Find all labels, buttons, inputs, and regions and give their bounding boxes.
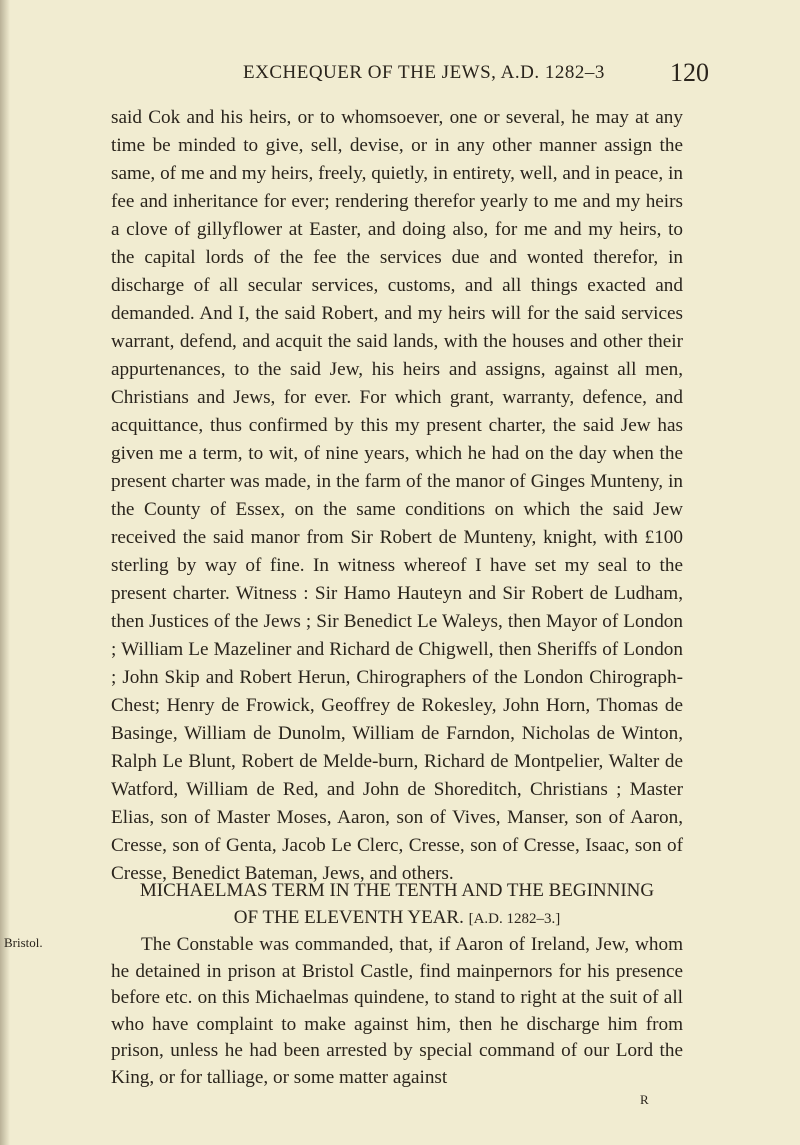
section-heading <box>111 877 683 933</box>
section-heading-line-2: OF THE ELEVENTH YEAR. <box>233 907 464 928</box>
section-heading-line-1: MICHAELMAS TERM IN THE TENTH AND THE BEGINNING <box>139 880 655 901</box>
body-paragraph: said Cok and his heirs, or to whomsoever, one or several, he may at any time be minded to give, sell, devise, or in any other manner assign the same, of me and my heirs, freely, quietly, in entirety, well, and in peace, in fee and inheritance for ever; rendering therefor yearly to me and my heirs a clove of gillyflower at Easter, and doing also, for me and my heirs, to the capital lords of the fee the services due and wonted therefor, in discharge of all secular services, customs, and all things exacted and demanded. And I, the said Robert, and my heirs will for the said services warrant, defend, and acquit the said lands, with the houses and other their appurtenances, to the said Jew, his heirs and assigns, against all men, Christians and Jews, for ever. For which grant, warranty, defence, and acquittance, thus confirmed by this my present charter, the said Jew has given me a term, to wit, of nine years, which he had on the day when the present charter was made, in the farm of the manor of Ginges Munteny, in the County of Essex, on the same conditions on which the said Jew received the said manor from Sir Robert de Munteny, knight, with £100 sterling by way of fine. In witness whereof I have set my seal to the present charter. Witness : Sir Hamo Hauteyn and Sir Robert de Ludham, then Justices of the Jews ; Sir Benedict Le Waleys, then Mayor of London ; William Le Mazeliner and Richard de Chigwell, then Sheriffs of London ; John Skip and Robert Herun, Chirographers of the London Chirograph-Chest; Henry de Frowick, Geoffrey de Rokesley, John Horn, Thomas de Basinge, William de Dunolm, William de Farndon, Nicholas de Winton, Ralph Le Blunt, Robert de Melde-burn, Richard de Montpelier, Walter de Watford, William de Red, and John de Shoreditch, Christians ; Master Elias, son of Master Moses, Aaron, son of Vives, Manser, son of Aaron, Cresse, son of Genta, Jacob Le Clerc, Cresse, son of Cresse, Isaac, son of Cresse, Benedict Bateman, Jews, and others. <box>111 107 683 884</box>
marginal-note: Bristol. <box>4 935 43 950</box>
running-title: EXCHEQUER OF THE JEWS, A.D. 1282–3 <box>243 62 605 83</box>
page-number: 120 <box>670 58 709 87</box>
page-edge-shadow <box>0 0 10 1145</box>
second-paragraph: The Constable was commanded, that, if Aaron of Ireland, Jew, whom he detained in prison at Bristol Castle, find mainpernors for his presence before etc. on this Michaelmas quindene, to stand to right at the suit of all who have complaint to make against him, then he discharge him from prison, unless he had been arrested by special command of our Lord the King, or for talliage, or some matter against <box>111 934 683 1088</box>
signature-mark: R <box>640 1092 649 1107</box>
running-head <box>0 58 800 88</box>
section-date-note: [A.D. 1282–3.] <box>468 911 561 927</box>
